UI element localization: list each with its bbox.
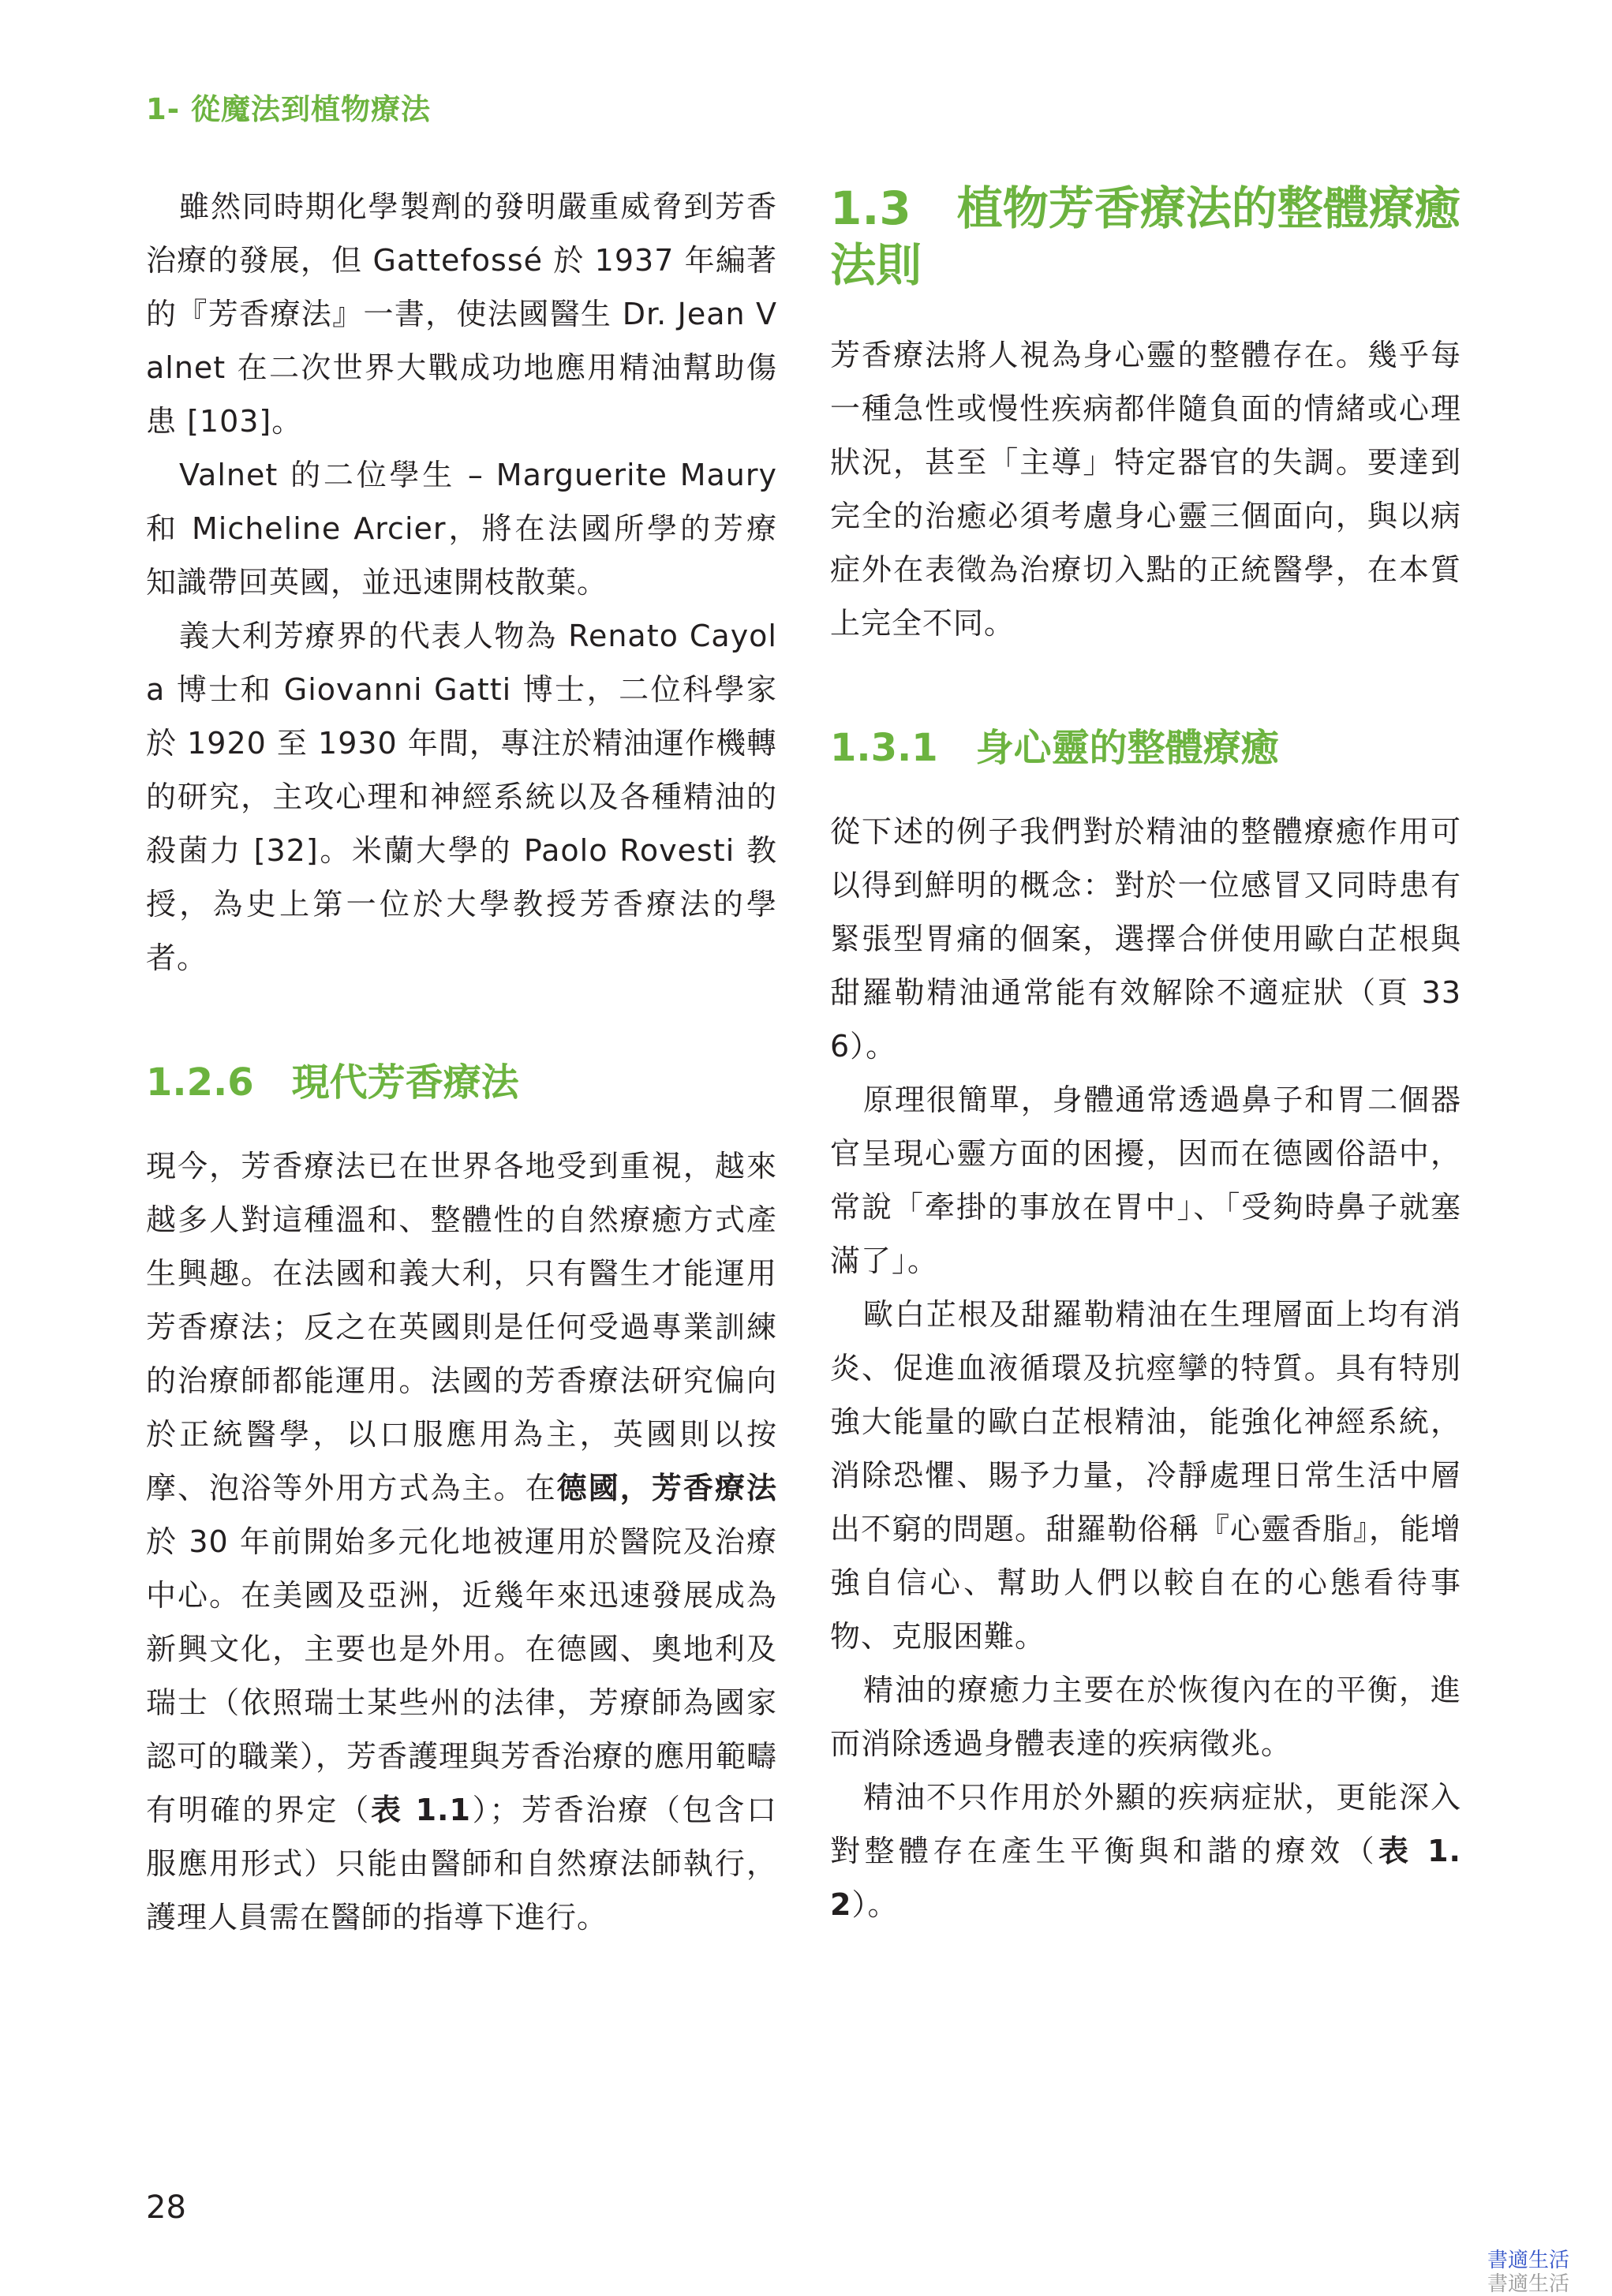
paragraph-italy: 義大利芳療界的代表人物為 Renato Cayola 博士和 Giovanni Gatti 博士，二位科學家於 1920 至 1930 年間，專注於精油運作機轉的研究，主攻心理和神經系統以及各種精油的殺菌力 [32]。米蘭大學的 Paolo Rovesti 教授，為史上第一位於大學教授芳香療法的學者。	[146, 619, 777, 975]
spacer	[830, 773, 1461, 805]
paragraph-angelica-basil: 歐白芷根及甜羅勒精油在生理層面上均有消炎、促進血液循環及抗痙攣的特質。具有特別強大能量的歐白芷根精油，能強化神經系統，消除恐懼、賜予力量，冷靜處理日常生活中層出不窮的問題。甜羅勒俗稱『心靈香脂』，能增強自信心、幫助人們以較自在的心態看待事物、克服困難。	[830, 1297, 1462, 1654]
watermark-line: 書適生活	[1487, 2249, 1569, 2272]
bold-text-run: 德國，芳香療法	[556, 1471, 777, 1505]
paragraph-holistic: 芳香療法將人視為身心靈的整體存在。幾乎每一種急性或慢性疾病都伴隨負面的情緒或心理狀況，甚至「主導」特定器官的失調。要達到完全的治癒必須考慮身心靈三個面向，與以病症外在表徵為治療切入點的正統醫學，在本質上完全不同。	[830, 338, 1461, 641]
paragraph-example: 從下述的例子我們對於精油的整體療癒作用可以得到鮮明的概念：對於一位感冒又同時患有緊張型胃痛的個案，選擇合併使用歐白芷根與甜羅勒精油通常能有效解除不適症狀（頁 336）。	[830, 814, 1461, 1064]
spacer	[146, 1108, 777, 1139]
text-run: 於 30 年前開始多元化地被運用於醫院及治療中心。在美國及亞洲，近幾年來迅速發展成為新興文化，主要也是外用。在德國、奧地利及瑞士（依照瑞士某些州的法律，芳療師為國家認可的職業），芳香護理與芳香治療的應用範疇有明確的界定（	[146, 1524, 778, 1827]
page-number: 28	[146, 2189, 186, 2226]
paragraph-balance: 精油的療癒力主要在於恢復內在的平衡，進而消除透過身體表達的疾病徵兆。	[830, 1673, 1461, 1761]
chapter-header: 1- 從魔法到植物療法	[146, 92, 431, 126]
spacer	[830, 294, 1461, 328]
text-run: ）。	[851, 1887, 899, 1922]
section-heading-1-3-1: 1.3.1 身心靈的整體療癒	[830, 726, 1279, 770]
paragraph-harmony	[830, 1771, 1461, 1931]
left-column	[146, 180, 777, 1944]
text-run: 精油不只作用於外顯的疾病症狀，更能深入對整體存在產生平衡與和諧的療效（	[830, 1780, 1461, 1868]
spacer	[830, 650, 1461, 723]
table-reference: 表 1.1	[370, 1793, 471, 1827]
table-reference: 表 1.2	[830, 1834, 1461, 1922]
paragraph-modern-aromatherapy	[146, 1139, 777, 1944]
paragraph-valnet-students: Valnet 的二位學生 – Marguerite Maury 和 Micheline Arcier，將在法國所學的芳療知識帶回英國，並迅速開枝散葉。	[146, 458, 777, 600]
watermark	[1487, 2249, 1569, 2296]
section-heading-1-2-6: 1.2.6 現代芳香療法	[146, 1060, 519, 1105]
paragraph-gattefosse: 雖然同時期化學製劑的發明嚴重威脅到芳香治療的發展，但 Gattefossé 於 1937 年編著的『芳香療法』一書，使法國醫生 Dr. Jean Valnet 在二次世界大戰成功地應用精油幫助傷患 [103]。	[146, 189, 777, 439]
spacer	[146, 985, 777, 1057]
right-column	[830, 180, 1461, 1931]
text-run: ）；芳香治療（包含口服應用形式）只能由醫師和自然療法師執行，護理人員需在醫師的指導下進行。	[146, 1793, 777, 1935]
section-heading-1-3: 1.3 植物芳香療法的整體療癒法則	[830, 181, 1461, 292]
watermark-line: 書適生活	[1487, 2272, 1569, 2296]
paragraph-principle: 原理很簡單，身體通常透過鼻子和胃二個器官呈現心靈方面的困擾，因而在德國俗語中，常說「牽掛的事放在胃中」、「受夠時鼻子就塞滿了」。	[830, 1083, 1461, 1278]
text-run: 現今，芳香療法已在世界各地受到重視，越來越多人對這種溫和、整體性的自然療癒方式產生興趣。在法國和義大利，只有醫生才能運用芳香療法；反之在英國則是任何受過專業訓練的治療師都能運用。法國的芳香療法研究偏向於正統醫學，以口服應用為主，英國則以按摩、泡浴等外用方式為主。在	[146, 1149, 777, 1505]
